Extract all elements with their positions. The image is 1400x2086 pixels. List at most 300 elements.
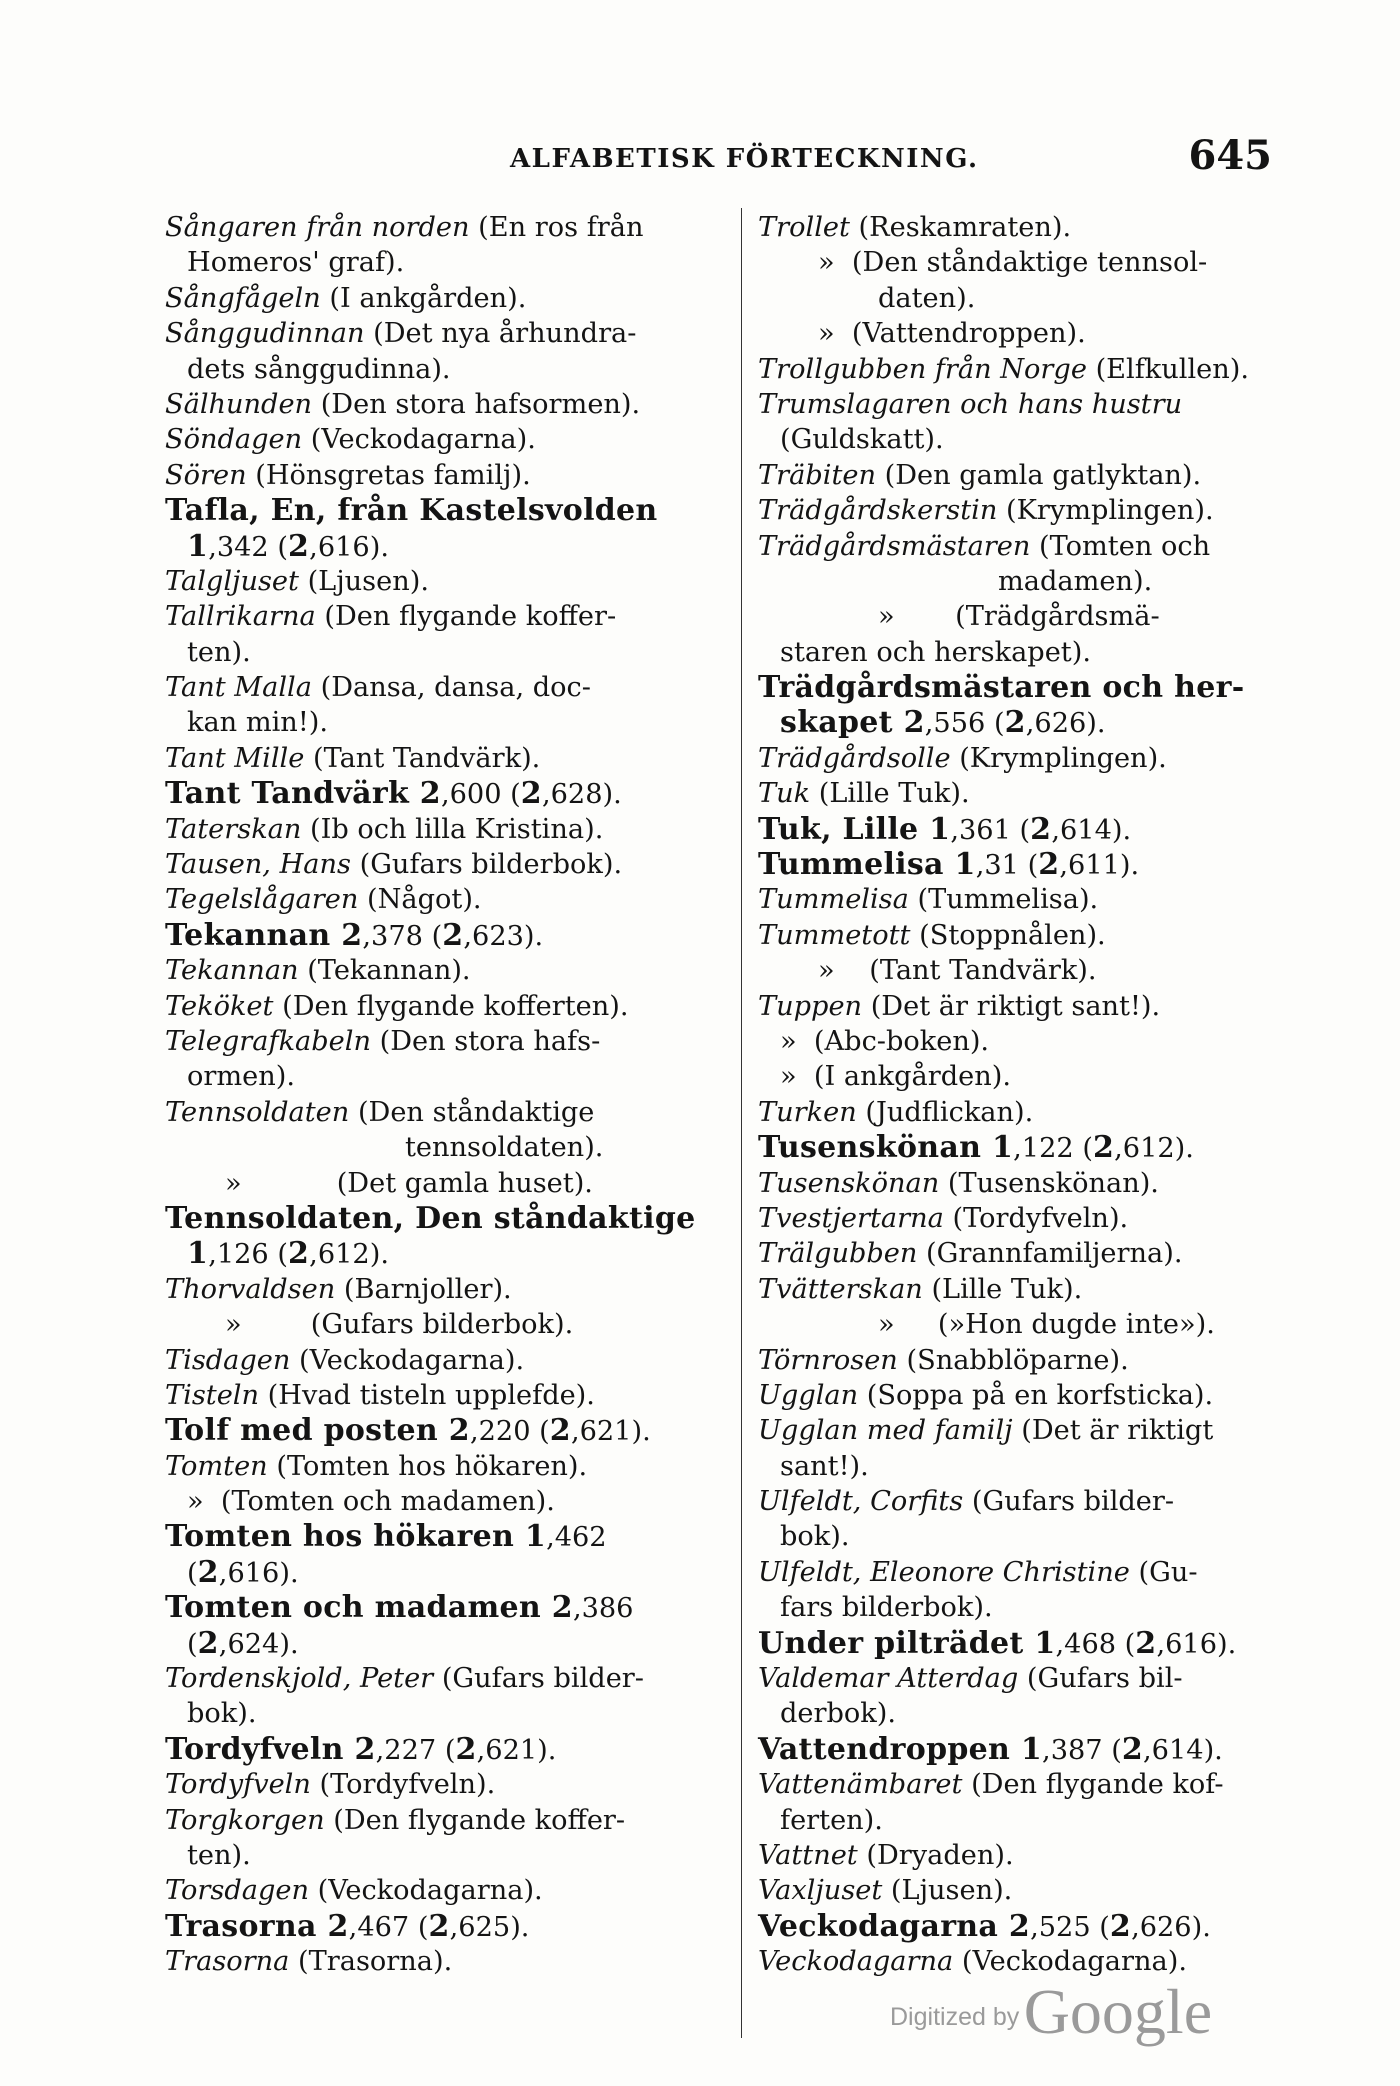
entry-text: » [818, 955, 835, 987]
index-line [758, 1449, 1324, 1484]
index-line [758, 1803, 1324, 1838]
index-line [165, 1236, 735, 1271]
index-line [758, 953, 1324, 988]
entry-heading: 1 [187, 1236, 209, 1272]
index-line [165, 1201, 735, 1236]
index-line [758, 1626, 1324, 1661]
index-line [758, 1909, 1324, 1944]
index-line [165, 882, 735, 917]
entry-text: (Den flygande koffer- [315, 601, 617, 633]
entry-title: Tennsoldaten [165, 1096, 350, 1128]
index-line [165, 387, 735, 422]
entry-heading: Tummelisa 1 [758, 847, 976, 883]
index-line [165, 210, 735, 245]
index-line [758, 245, 1324, 280]
entry-title: Tekannan [165, 955, 299, 987]
entry-text: staren och herskapet). [780, 636, 1091, 668]
index-line [165, 989, 735, 1024]
entry-text: (Veckodagarna). [290, 1344, 525, 1376]
entry-text: ten). [187, 636, 251, 668]
entry-text: (Veckodagarna). [308, 1875, 543, 1907]
index-line [758, 529, 1324, 564]
entry-title: Tomten [165, 1450, 268, 1482]
entry-title: Teköket [165, 990, 274, 1022]
entry-text: ,628). [541, 779, 622, 811]
entry-heading: Tant Tandvärk 2 [165, 776, 441, 812]
entry-title: Thorvaldsen [165, 1273, 336, 1305]
google-logo: Google [1023, 1976, 1213, 2047]
entry-title: Ugglan med familj [758, 1415, 1013, 1447]
index-line [758, 1413, 1324, 1448]
entry-heading: 2 [1135, 1625, 1157, 1661]
entry-text: (I ankgården). [796, 1061, 1011, 1093]
entry-text: (En ros från [469, 212, 644, 243]
entry-heading: 2 [197, 1625, 219, 1661]
entry-heading: 2 [1038, 847, 1060, 883]
index-line [758, 458, 1324, 493]
entry-text: ,616). [218, 1557, 299, 1589]
entry-text: » [187, 1486, 204, 1518]
entry-title: Tummetott [758, 919, 911, 951]
index-line [758, 352, 1324, 387]
index-line [758, 1555, 1324, 1590]
entry-heading: 2 [1109, 1908, 1132, 1944]
index-line [165, 1944, 735, 1979]
entry-text: (Abc-boken). [796, 1025, 990, 1057]
entry-text: (Hvad tisteln upplefde). [259, 1379, 595, 1411]
entry-text: (Vattendroppen). [834, 318, 1086, 350]
entry-text: ,556 ( [924, 708, 1005, 740]
entry-heading: Tennsoldaten, Den ståndaktige [165, 1200, 696, 1236]
index-line [758, 316, 1324, 351]
entry-heading: Tomten och madamen 2 [165, 1590, 573, 1626]
entry-text: (»Hon dugde inte»). [894, 1309, 1215, 1341]
entry-text: ormen). [187, 1061, 295, 1093]
entry-text: (Den flygande kof- [962, 1769, 1224, 1801]
entry-heading: Veckodagarna 2 [758, 1908, 1031, 1944]
index-line [758, 1519, 1324, 1554]
entry-text: (Hönsgretas familj). [246, 459, 531, 491]
entry-title: Söndagen [165, 424, 303, 456]
entry-text: (Ib och lilla Kristina). [301, 813, 604, 845]
entry-text: ,614). [1143, 1734, 1223, 1766]
entry-text: ( [187, 1628, 198, 1660]
entry-text: (Barnjoller). [335, 1273, 512, 1305]
index-line [758, 882, 1324, 917]
index-line [165, 316, 735, 351]
entry-title: Talgljuset [165, 565, 299, 597]
index-line [165, 670, 735, 705]
entry-title: Vaxljuset [758, 1875, 883, 1907]
entry-text: ,31 ( [975, 850, 1039, 882]
entry-text: (Krymplingen). [950, 742, 1167, 774]
entry-heading: skapet 2 [780, 705, 925, 741]
index-line [758, 1166, 1324, 1201]
entry-heading: 2 [1030, 811, 1052, 847]
index-line [758, 812, 1324, 847]
index-line [758, 635, 1324, 670]
index-line [165, 847, 735, 882]
index-line [165, 1343, 735, 1378]
entry-text: (Lille Tuk). [810, 778, 970, 810]
index-line [758, 1696, 1324, 1731]
entry-text: ,467 ( [348, 1911, 429, 1943]
index-line [165, 1059, 735, 1094]
index-line [165, 776, 735, 811]
entry-text: » [780, 1025, 797, 1057]
index-line [758, 989, 1324, 1024]
entry-title: Tausen, Hans [165, 849, 351, 881]
index-line [165, 1873, 735, 1908]
entry-text: (Veckodagarna). [302, 424, 536, 456]
entry-heading: Trädgårdsmästaren och her- [758, 670, 1245, 706]
entry-heading: 2 [287, 528, 310, 564]
entry-title: Trasorna [165, 1946, 290, 1978]
page-header [500, 126, 1272, 179]
entry-title: Tant Mille [165, 742, 305, 774]
index-line [758, 1201, 1324, 1236]
index-line [758, 776, 1324, 811]
entry-title: Trädgårdsmästaren [758, 530, 1031, 562]
entry-text: ,624). [218, 1628, 299, 1660]
entry-text: » [780, 1061, 797, 1093]
entry-heading: 2 [1121, 1731, 1144, 1767]
index-line [758, 387, 1324, 422]
entry-text: ,612). [309, 1239, 389, 1271]
entry-text: (Snabblöparne). [897, 1344, 1129, 1376]
index-line [165, 1095, 735, 1130]
entry-text: (Tomten och madamen). [203, 1486, 555, 1518]
column-divider [741, 208, 742, 2038]
entry-heading: Vattendroppen 1 [758, 1731, 1043, 1767]
entry-text: » [225, 1309, 242, 1341]
index-line [165, 812, 735, 847]
entry-text: ,626). [1025, 708, 1106, 740]
entry-text: (Ljusen). [882, 1875, 1013, 1907]
index-line [165, 422, 735, 457]
entry-title: Trälgubben [758, 1238, 918, 1270]
entry-title: Träbiten [758, 459, 876, 491]
entry-text: (Reskamraten). [849, 212, 1072, 243]
entry-text: tennsoldaten). [405, 1132, 604, 1164]
index-line [758, 1236, 1324, 1271]
index-line [758, 1873, 1324, 1908]
index-line [165, 918, 735, 953]
entry-text: (Tomten och [1030, 530, 1211, 562]
entry-text: (Något). [358, 884, 482, 916]
index-line [165, 1519, 735, 1554]
entry-title: Tegelslågaren [165, 884, 359, 916]
index-line [758, 1024, 1324, 1059]
index-line [165, 564, 735, 599]
entry-text: (Judflickan). [856, 1096, 1034, 1128]
entry-text: (Den ståndaktige [349, 1096, 595, 1128]
entry-text: (Det är riktigt [1012, 1415, 1214, 1447]
index-line [165, 1130, 735, 1165]
entry-heading: Tordyfveln 2 [165, 1731, 376, 1767]
entry-title: Tvätterskan [758, 1273, 923, 1305]
index-line [165, 529, 735, 564]
entry-text: ,361 ( [950, 814, 1031, 846]
entry-text: (Det är riktigt sant!). [862, 990, 1161, 1022]
entry-text: (Gufars bilder- [963, 1486, 1175, 1518]
entry-title: Tant Malla [165, 672, 312, 704]
entry-heading: Trasorna 2 [165, 1908, 349, 1944]
index-line [165, 1307, 735, 1342]
entry-text: (Det nya århundra- [364, 318, 637, 350]
entry-text: ,126 ( [208, 1239, 288, 1271]
entry-heading: Tomten hos hökaren 1 [165, 1519, 547, 1555]
entry-title: Tvestjertarna [758, 1202, 944, 1234]
entry-title: Tuppen [758, 990, 863, 1022]
entry-text: (Krymplingen). [997, 495, 1214, 527]
index-line [758, 1378, 1324, 1413]
index-line [758, 422, 1324, 457]
entry-text: ,227 ( [375, 1734, 456, 1766]
entry-text: (Dryaden). [857, 1839, 1014, 1871]
entry-text: (Stoppnålen). [910, 919, 1106, 951]
entry-text: ,626). [1131, 1911, 1211, 1943]
index-line [758, 918, 1324, 953]
index-line [165, 705, 735, 740]
index-line [758, 1767, 1324, 1802]
entry-text: ,623). [463, 920, 544, 952]
entry-title: Trädgårdskerstin [758, 495, 998, 527]
index-line [758, 1838, 1324, 1873]
digitized-label: Digitized by [890, 2003, 1020, 2031]
index-line [758, 1590, 1324, 1625]
entry-text: ,600 ( [440, 779, 521, 811]
entry-text: ten). [187, 1839, 251, 1871]
index-line [165, 1166, 735, 1201]
entry-text: (Tant Tandvärk). [304, 742, 541, 774]
entry-heading: Tafla, En, från Kastelsvolden [165, 493, 658, 529]
index-line [165, 1272, 735, 1307]
index-line [165, 1838, 735, 1873]
entry-text: (Elfkullen). [1086, 353, 1249, 385]
entry-text: (Grannfamiljerna). [917, 1238, 1183, 1270]
entry-text: (Den flygande koffer- [324, 1804, 626, 1836]
entry-text: ,614). [1051, 814, 1132, 846]
entry-text: (Gufars bil- [1018, 1663, 1183, 1695]
index-line [165, 599, 735, 634]
entry-text: » [225, 1167, 242, 1199]
entry-text: (Gu- [1129, 1556, 1198, 1588]
entry-title: Törnrosen [758, 1344, 898, 1376]
entry-text: ,616). [1156, 1628, 1237, 1660]
index-line [758, 741, 1324, 776]
entry-text: sant!). [780, 1450, 869, 1482]
entry-text: (Den flygande kofferten). [273, 990, 629, 1022]
entry-heading: Tolf med posten 2 [165, 1413, 470, 1449]
entry-title: Veckodagarna [758, 1946, 954, 1978]
index-line [165, 1803, 735, 1838]
entry-text: madamen). [998, 565, 1153, 597]
entry-text: (Den ståndaktige tennsol- [834, 247, 1208, 279]
entry-title: Tusenskönan [758, 1167, 940, 1199]
entry-text: » [818, 318, 835, 350]
entry-title: Ulfeldt, Corfits [758, 1486, 964, 1518]
entry-title: Tummelisa [758, 884, 909, 916]
page-number: 645 [1188, 132, 1272, 179]
entry-text: bok). [780, 1521, 850, 1553]
index-line [758, 1661, 1324, 1696]
entry-title: Sälhunden [165, 388, 313, 420]
entry-text: ,387 ( [1042, 1734, 1122, 1766]
entry-text: ,378 ( [362, 920, 443, 952]
entry-text: (Dansa, dansa, doc- [311, 672, 591, 704]
entry-text: (Trädgårdsmä- [894, 601, 1160, 633]
entry-text: (Lille Tuk). [922, 1273, 1083, 1305]
entry-text: (Tant Tandvärk). [834, 955, 1097, 987]
index-line [165, 741, 735, 776]
entry-text: ,525 ( [1030, 1911, 1110, 1943]
entry-title: Sångfågeln [165, 282, 321, 314]
entry-text: (Tordyfveln). [943, 1202, 1129, 1234]
entry-text: ,625). [449, 1911, 530, 1943]
entry-heading: 2 [455, 1731, 477, 1767]
entry-heading: 2 [520, 776, 542, 812]
entry-title: Sören [165, 459, 247, 491]
index-line [165, 1555, 735, 1590]
entry-title: Ugglan [758, 1379, 859, 1411]
entry-title: Taterskan [165, 813, 302, 845]
entry-text: » [818, 247, 835, 279]
digitized-watermark [890, 1975, 1212, 2049]
entry-title: Tallrikarna [165, 601, 316, 633]
index-line [165, 1378, 735, 1413]
entry-text: ( [187, 1557, 198, 1589]
index-line [758, 281, 1324, 316]
entry-text: (Veckodagarna). [953, 1946, 1187, 1978]
entry-text: dets sånggudinna). [187, 353, 451, 385]
entry-title: Trädgårdsolle [758, 742, 951, 774]
running-title: ALFABETISK FÖRTECKNING. [510, 144, 979, 174]
index-line [758, 1732, 1324, 1767]
entry-title: Tisdagen [165, 1344, 291, 1376]
entry-text: ,621). [476, 1734, 557, 1766]
index-line [758, 1343, 1324, 1378]
index-line [758, 1059, 1324, 1094]
index-line [758, 670, 1324, 705]
index-line [758, 1272, 1324, 1307]
index-line [165, 953, 735, 988]
index-line [758, 1307, 1324, 1342]
entry-heading: 2 [287, 1236, 310, 1272]
entry-text: (Det gamla huset). [241, 1167, 593, 1199]
entry-text: bok). [187, 1698, 257, 1730]
index-line [165, 1449, 735, 1484]
entry-heading: 2 [549, 1413, 571, 1449]
index-line [758, 599, 1324, 634]
entry-title: Ulfeldt, Eleonore Christine [758, 1556, 1130, 1588]
entry-title: Trollet [758, 212, 850, 243]
entry-text: ,220 ( [469, 1416, 550, 1448]
entry-heading: Under pilträdet 1 [758, 1625, 1056, 1661]
index-line [165, 1413, 735, 1448]
entry-text: ,616). [309, 531, 389, 563]
index-line [758, 705, 1324, 740]
entry-title: Valdemar Atterdag [758, 1663, 1019, 1695]
index-line [758, 493, 1324, 528]
entry-heading: Tuk, Lille 1 [758, 811, 951, 847]
entry-text: (Tekannan). [298, 955, 471, 987]
index-line [165, 1484, 735, 1519]
entry-text: (Den stora hafsormen). [312, 388, 641, 420]
entry-heading: Tusenskönan 1 [758, 1130, 1014, 1166]
entry-title: Telegrafkabeln [165, 1025, 371, 1057]
entry-heading: 2 [442, 917, 464, 953]
entry-text: (I ankgården). [320, 282, 527, 314]
left-column [165, 210, 735, 1980]
entry-text: daten). [878, 282, 976, 314]
entry-text: (Gufars bilderbok). [350, 849, 623, 881]
entry-title: Trumslagaren och hans hustru [758, 388, 1183, 420]
entry-text: Homeros' graf). [187, 247, 405, 279]
index-line [165, 1626, 735, 1661]
entry-title: Trollgubben från Norge [758, 353, 1087, 385]
entry-heading: 1 [187, 528, 209, 564]
entry-title: Torgkorgen [165, 1804, 325, 1836]
entry-text: (Gufars bilderbok). [241, 1309, 574, 1341]
entry-text: » [878, 601, 895, 633]
entry-text: derbok). [780, 1698, 896, 1730]
entry-heading: 2 [428, 1908, 450, 1944]
entry-title: Vattenämbaret [758, 1769, 963, 1801]
index-line [165, 352, 735, 387]
entry-text: » [878, 1309, 895, 1341]
index-line [165, 1590, 735, 1625]
entry-heading: 2 [197, 1554, 219, 1590]
entry-text: (Den gamla gatlyktan). [875, 459, 1202, 491]
index-line [165, 458, 735, 493]
index-line [165, 1024, 735, 1059]
index-line [165, 1661, 735, 1696]
right-column [758, 210, 1324, 1980]
entry-title: Tuk [758, 778, 811, 810]
index-line [165, 1767, 735, 1802]
index-line [165, 1732, 735, 1767]
entry-text: (Soppa på en korfsticka). [858, 1379, 1214, 1411]
entry-heading: Tekannan 2 [165, 917, 363, 953]
entry-heading: 2 [1092, 1130, 1115, 1166]
entry-title: Sånggudinnan [165, 318, 365, 350]
index-line [758, 1130, 1324, 1165]
entry-text: (Trasorna). [289, 1946, 453, 1978]
index-line [165, 1696, 735, 1731]
entry-heading: 2 [1004, 705, 1026, 741]
index-line [165, 245, 735, 280]
entry-text: (Tusenskönan). [939, 1167, 1159, 1199]
index-line [758, 210, 1324, 245]
entry-text: ,386 [572, 1593, 634, 1625]
entry-title: Torsdagen [165, 1875, 309, 1907]
entry-text: ,462 [546, 1522, 607, 1554]
entry-text: (Ljusen). [298, 565, 429, 597]
entry-text: (Tordyfveln). [310, 1769, 496, 1801]
index-line [758, 847, 1324, 882]
entry-text: ,342 ( [208, 531, 288, 563]
index-line [165, 635, 735, 670]
entry-text: ,621). [570, 1416, 651, 1448]
entry-text: ,468 ( [1055, 1628, 1136, 1660]
entry-text: ,612). [1114, 1133, 1194, 1165]
entry-text: (Tummelisa). [908, 884, 1099, 916]
index-line [758, 1484, 1324, 1519]
entry-text: (Gufars bilder- [433, 1663, 644, 1695]
index-line [758, 1095, 1324, 1130]
entry-title: Tordyfveln [165, 1769, 311, 1801]
